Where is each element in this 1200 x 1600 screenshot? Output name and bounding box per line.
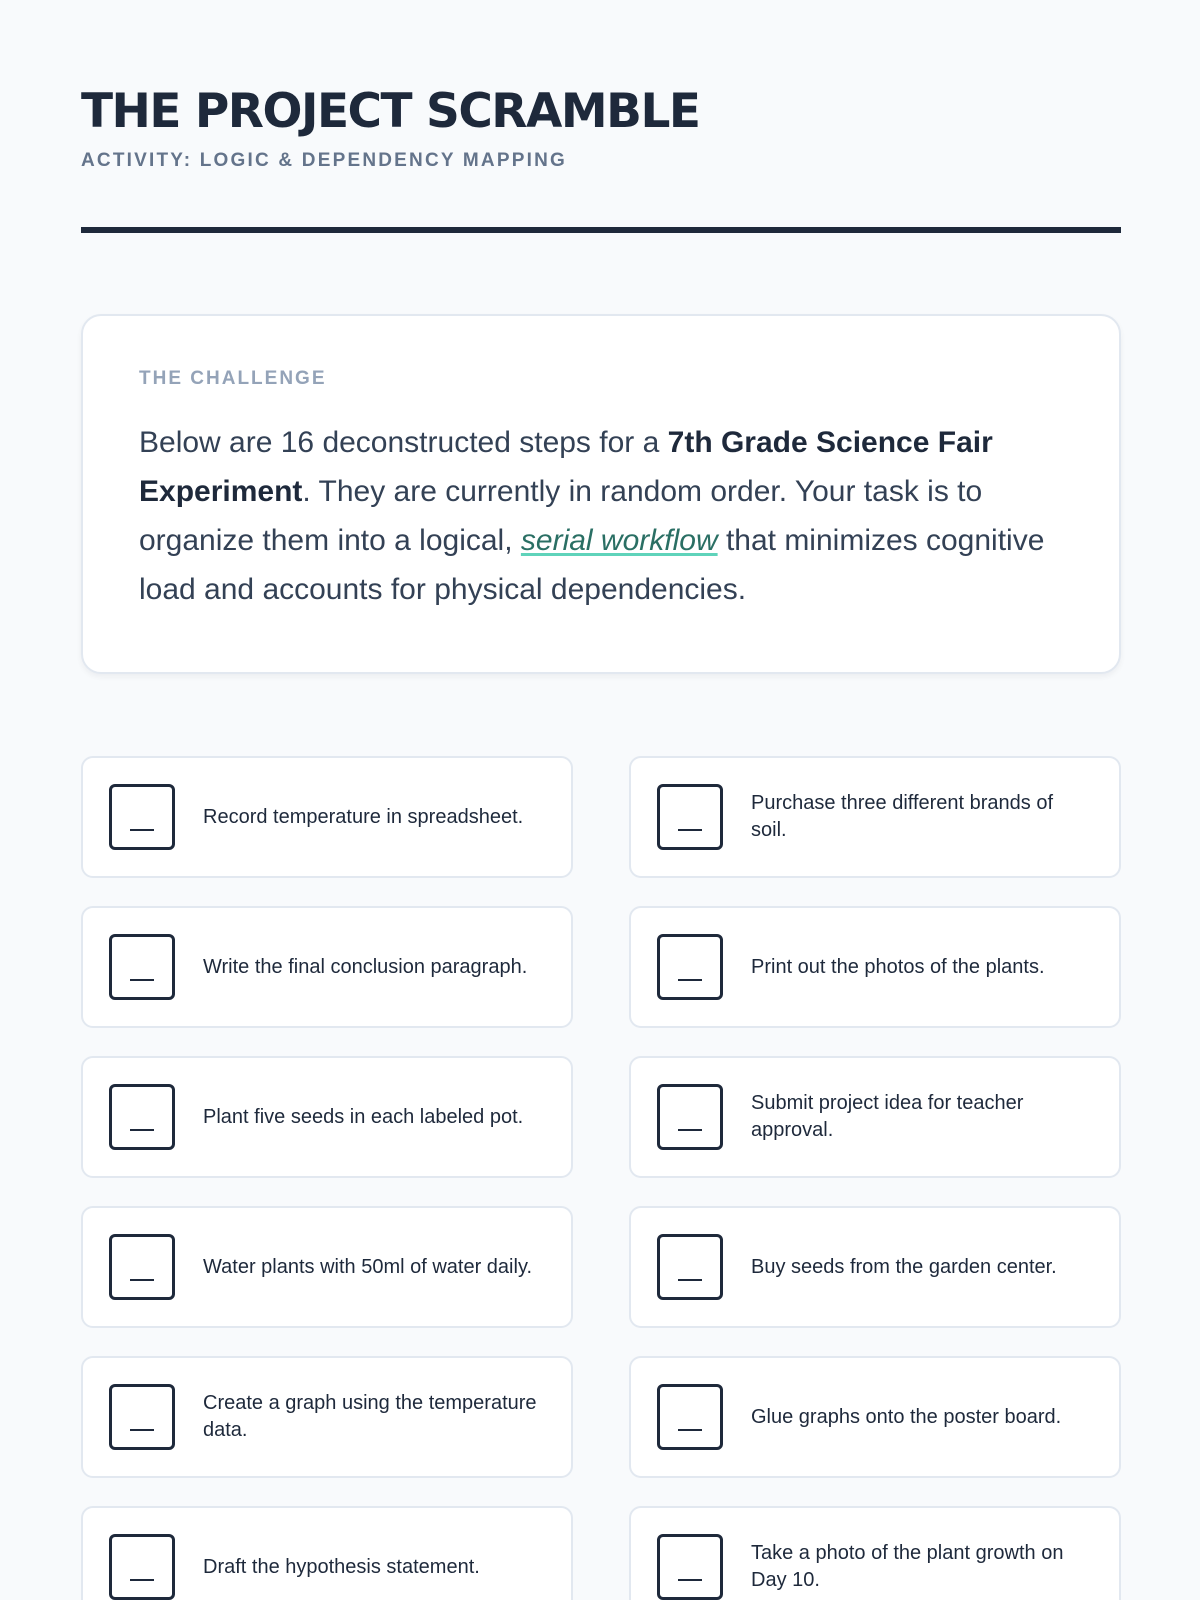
step-text: Create a graph using the temperature data.: [203, 1392, 537, 1441]
order-number-box[interactable]: [657, 1084, 723, 1150]
step-text: Purchase three different brands of soil.: [751, 792, 1054, 841]
step-text: Plant five seeds in each labeled pot.: [203, 1105, 524, 1128]
step-text: Record temperature in spreadsheet.: [203, 805, 524, 828]
challenge-text-part-2: . They are currently in random order. Your task is to organize them into a logical,: [139, 475, 983, 557]
step-text: Glue graphs onto the poster board.: [751, 1405, 1062, 1428]
order-number-box[interactable]: [109, 1234, 175, 1300]
steps-grid: [81, 756, 1121, 1600]
step-text: Water plants with 50ml of water daily.: [203, 1255, 533, 1278]
step-card: [81, 1056, 573, 1178]
challenge-label: THE CHALLENGE: [139, 368, 327, 389]
step-card: [81, 906, 573, 1028]
header: [81, 0, 1098, 172]
order-number-box[interactable]: [109, 784, 175, 850]
step-card: [81, 1356, 573, 1478]
step-card: [81, 1206, 573, 1328]
challenge-highlight: serial workflow: [520, 524, 718, 557]
step-text: Submit project idea for teacher approval.: [751, 1092, 1024, 1141]
step-text: Buy seeds from the garden center.: [751, 1255, 1057, 1278]
order-number-box[interactable]: [109, 1084, 175, 1150]
order-number-box[interactable]: [657, 1384, 723, 1450]
activity-subtitle: ACTIVITY: LOGIC & DEPENDENCY MAPPING: [81, 150, 567, 171]
challenge-description: [139, 418, 1063, 614]
step-text: Print out the photos of the plants.: [751, 955, 1045, 978]
challenge-emphasis: 7th Grade Science Fair Experiment: [139, 426, 993, 508]
step-card: [629, 756, 1121, 878]
step-card: [629, 1506, 1121, 1600]
page-title: THE PROJECT SCRAMBLE: [81, 84, 700, 139]
step-card: [629, 1206, 1121, 1328]
step-card: [629, 1356, 1121, 1478]
step-card: [629, 906, 1121, 1028]
order-number-box[interactable]: [657, 934, 723, 1000]
order-number-box[interactable]: [657, 784, 723, 850]
order-number-box[interactable]: [109, 1384, 175, 1450]
challenge-text-part-1: Below are 16 deconstructed steps for a: [139, 426, 668, 459]
order-number-box[interactable]: [657, 1234, 723, 1300]
step-card: [81, 1506, 573, 1600]
step-card: [81, 756, 573, 878]
challenge-text-part-3: that minimizes cognitive load and accounts for physical dependencies.: [139, 524, 1045, 606]
step-text: Draft the hypothesis statement.: [203, 1555, 480, 1578]
order-number-box[interactable]: [657, 1534, 723, 1600]
step-text: Write the final conclusion paragraph.: [203, 955, 528, 978]
order-number-box[interactable]: [109, 934, 175, 1000]
order-number-box[interactable]: [109, 1534, 175, 1600]
challenge-card: [81, 314, 1121, 674]
step-text: Take a photo of the plant growth on Day 10.: [751, 1542, 1064, 1591]
header-divider: [81, 227, 1121, 233]
step-card: [629, 1056, 1121, 1178]
